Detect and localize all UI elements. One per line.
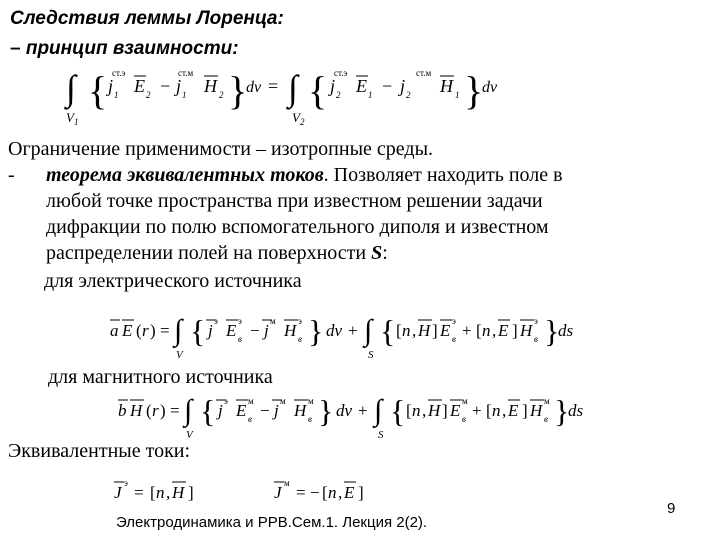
svg-text:H: H xyxy=(130,401,143,420)
svg-text:∫: ∫ xyxy=(288,68,298,108)
svg-text:V: V xyxy=(66,110,74,125)
svg-text:{: { xyxy=(390,393,406,429)
svg-text:j: j xyxy=(330,76,336,96)
svg-text:в: в xyxy=(534,334,538,344)
svg-text:]: ] xyxy=(432,321,438,340)
svg-text:n: n xyxy=(156,483,165,502)
svg-text:2: 2 xyxy=(146,90,151,100)
svg-text:[: [ xyxy=(322,483,328,502)
svg-text:=: = xyxy=(134,483,144,502)
svg-text:+: + xyxy=(462,321,472,340)
svg-text:{: { xyxy=(190,313,206,349)
svg-text:∫: ∫ xyxy=(174,314,183,347)
svg-text:э: э xyxy=(224,396,228,406)
svg-text:}: } xyxy=(318,393,334,429)
svg-text:1: 1 xyxy=(74,117,79,126)
surface-symbol: S xyxy=(371,242,383,264)
svg-text:J: J xyxy=(114,483,122,502)
svg-text:j: j xyxy=(108,76,114,96)
svg-text:E: E xyxy=(122,321,133,340)
svg-text:n: n xyxy=(482,321,491,340)
svg-text:n: n xyxy=(402,321,411,340)
theorem-line4 xyxy=(46,240,388,266)
svg-text:H: H xyxy=(440,76,453,96)
svg-text:[: [ xyxy=(486,401,492,420)
svg-text:м: м xyxy=(248,396,254,406)
svg-text:{: { xyxy=(88,68,108,113)
equivalent-currents-label: Эквивалентные токи: xyxy=(8,440,191,462)
svg-text:,: , xyxy=(502,401,507,420)
svg-text:в: в xyxy=(298,334,302,344)
list-dash: - xyxy=(8,164,15,186)
svg-text:2: 2 xyxy=(406,90,411,100)
svg-text:j: j xyxy=(274,401,279,420)
svg-text:]: ] xyxy=(442,401,448,420)
svg-text:=: = xyxy=(268,76,279,96)
theorem-line1 xyxy=(46,162,563,188)
svg-text:э: э xyxy=(214,316,218,326)
limitation-text: Ограничение применимости – изотропные среды. xyxy=(8,138,433,160)
svg-text:E: E xyxy=(344,483,355,502)
svg-text:м: м xyxy=(280,396,286,406)
svg-text:ds: ds xyxy=(568,401,584,420)
svg-text:E: E xyxy=(134,76,145,96)
svg-text:,: , xyxy=(412,321,417,340)
svg-text:S: S xyxy=(378,429,384,441)
svg-text:H: H xyxy=(428,401,441,420)
svg-text:2: 2 xyxy=(336,90,341,100)
svg-text:−: − xyxy=(260,401,270,420)
svg-text:r: r xyxy=(152,401,159,420)
svg-text:в: в xyxy=(238,334,242,344)
svg-text:ст.э: ст.э xyxy=(112,68,126,78)
svg-text:{: { xyxy=(200,393,216,429)
svg-text:a: a xyxy=(110,321,119,340)
svg-text:−: − xyxy=(310,483,320,502)
svg-text:j: j xyxy=(176,76,182,96)
svg-text:−: − xyxy=(382,76,393,96)
theorem-description: . Позволяет находить поле в xyxy=(323,164,563,186)
electric-source-equation xyxy=(110,304,580,362)
svg-text:j: j xyxy=(208,321,213,340)
svg-text:{: { xyxy=(308,68,328,113)
svg-text:n: n xyxy=(412,401,421,420)
theorem-line3: дифракции по полю вспомогательного диполя и известном xyxy=(46,216,549,238)
svg-text:м: м xyxy=(308,396,314,406)
svg-text:H: H xyxy=(418,321,431,340)
svg-text:2: 2 xyxy=(219,90,224,100)
svg-text:E: E xyxy=(236,401,247,420)
svg-text:в: в xyxy=(248,414,252,424)
svg-text:м: м xyxy=(284,478,290,488)
svg-text:]: ] xyxy=(358,483,364,502)
svg-text:1: 1 xyxy=(455,90,460,100)
svg-text:∫: ∫ xyxy=(364,314,373,347)
svg-text:∫: ∫ xyxy=(66,68,76,108)
svg-text:+: + xyxy=(348,321,358,340)
svg-text:∫: ∫ xyxy=(374,394,383,427)
svg-text:в: в xyxy=(462,414,466,424)
magnetic-source-label: для магнитного источника xyxy=(48,366,273,388)
slide-title-line2: – принцип взаимности: xyxy=(10,38,239,59)
svg-text:м: м xyxy=(462,396,468,406)
svg-text:,: , xyxy=(338,483,343,502)
svg-text:dv: dv xyxy=(336,401,353,420)
svg-text:−: − xyxy=(160,76,171,96)
svg-text:[: [ xyxy=(396,321,402,340)
svg-text:b: b xyxy=(118,401,127,420)
svg-text:1: 1 xyxy=(182,90,187,100)
svg-text:[: [ xyxy=(476,321,482,340)
svg-text:): ) xyxy=(160,401,166,420)
svg-text:ds: ds xyxy=(558,321,574,340)
svg-text:(: ( xyxy=(146,401,152,420)
svg-text:ст.э: ст.э xyxy=(334,68,348,78)
svg-text:{: { xyxy=(380,313,396,349)
svg-text:n: n xyxy=(328,483,337,502)
svg-text:э: э xyxy=(534,316,538,326)
svg-text:dv: dv xyxy=(482,79,498,96)
svg-text:,: , xyxy=(166,483,171,502)
svg-text:в: в xyxy=(452,334,456,344)
slide-title-line1: Следствия леммы Лоренца: xyxy=(10,8,284,29)
svg-text:V: V xyxy=(176,349,183,361)
theorem-name: теорема эквивалентных токов xyxy=(46,164,324,186)
svg-text:E: E xyxy=(450,401,461,420)
svg-text:H: H xyxy=(284,321,297,340)
magnetic-source-equation xyxy=(118,384,588,442)
electric-source-label: для электрического источника xyxy=(44,270,302,292)
footer-text: Электродинамика и РРВ.Сем.1. Лекция 2(2). xyxy=(116,514,428,531)
theorem-line4-pre: распределении полей на поверхности xyxy=(46,242,372,264)
svg-text:H: H xyxy=(172,483,185,502)
svg-text:э: э xyxy=(238,316,242,326)
svg-text:r: r xyxy=(142,321,149,340)
svg-text:S: S xyxy=(368,349,374,361)
svg-text:(: ( xyxy=(136,321,142,340)
svg-text:}: } xyxy=(554,393,570,429)
svg-text:E: E xyxy=(440,321,451,340)
svg-text:E: E xyxy=(498,321,509,340)
svg-text:=: = xyxy=(170,401,180,420)
svg-text:j: j xyxy=(264,321,269,340)
svg-text:E: E xyxy=(508,401,519,420)
svg-text:м: м xyxy=(270,316,276,326)
svg-text:+: + xyxy=(472,401,482,420)
svg-text:dv: dv xyxy=(326,321,343,340)
svg-text:H: H xyxy=(520,321,533,340)
equivalent-currents-equation xyxy=(112,470,392,510)
svg-text:]: ] xyxy=(512,321,518,340)
svg-text:V: V xyxy=(292,110,300,125)
svg-text:2: 2 xyxy=(300,117,305,126)
svg-text:]: ] xyxy=(522,401,528,420)
svg-text:): ) xyxy=(150,321,156,340)
svg-text:}: } xyxy=(228,68,248,113)
page-number: 9 xyxy=(667,500,676,517)
svg-text:в: в xyxy=(308,414,312,424)
svg-text:ст.м: ст.м xyxy=(416,68,432,78)
svg-text:V: V xyxy=(186,429,193,441)
reciprocity-equation xyxy=(60,60,520,126)
svg-text:∫: ∫ xyxy=(184,394,193,427)
svg-text:1: 1 xyxy=(114,90,119,100)
svg-text:,: , xyxy=(492,321,497,340)
svg-text:[: [ xyxy=(150,483,156,502)
svg-text:J: J xyxy=(274,483,282,502)
svg-text:э: э xyxy=(452,316,456,326)
svg-text:1: 1 xyxy=(368,90,373,100)
svg-text:[: [ xyxy=(406,401,412,420)
svg-text:H: H xyxy=(294,401,307,420)
svg-text:э: э xyxy=(124,478,128,488)
svg-text:+: + xyxy=(358,401,368,420)
svg-text:,: , xyxy=(422,401,427,420)
svg-text:E: E xyxy=(356,76,367,96)
svg-text:м: м xyxy=(544,396,550,406)
svg-text:H: H xyxy=(204,76,217,96)
svg-text:dv: dv xyxy=(246,79,262,96)
svg-text:E: E xyxy=(226,321,237,340)
svg-text:в: в xyxy=(544,414,548,424)
svg-text:}: } xyxy=(544,313,560,349)
svg-text:−: − xyxy=(250,321,260,340)
svg-text:H: H xyxy=(530,401,543,420)
svg-text:ст.м: ст.м xyxy=(178,68,194,78)
svg-text:э: э xyxy=(298,316,302,326)
svg-text:n: n xyxy=(492,401,501,420)
svg-text:=: = xyxy=(160,321,170,340)
svg-text:}: } xyxy=(308,313,324,349)
svg-text:]: ] xyxy=(188,483,194,502)
svg-text:}: } xyxy=(464,68,484,113)
svg-text:j: j xyxy=(400,76,406,96)
svg-text:j: j xyxy=(218,401,223,420)
svg-text:=: = xyxy=(296,483,306,502)
theorem-line2: любой точке пространства при известном решении задачи xyxy=(46,190,543,212)
theorem-line4-post: : xyxy=(382,242,388,264)
